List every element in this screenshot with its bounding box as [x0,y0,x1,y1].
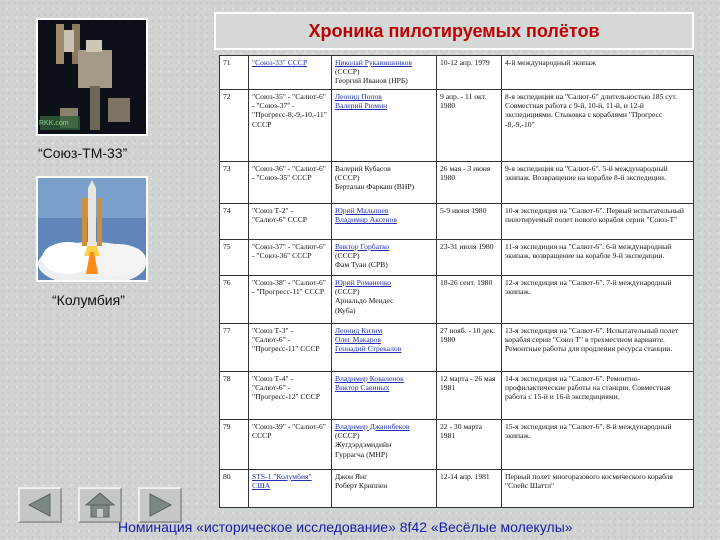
table-row [220,372,694,420]
home-icon [80,489,120,521]
flight-dates: 27 нояб. - 10 дек. 1980 [437,324,502,372]
table-row [220,470,694,508]
crew[interactable] [332,204,437,240]
crew-member: (Куба) [335,305,356,315]
flight-description: 11-я экспедиция на "Салют-6". 6-й международный экипаж, возвращение на корабле 9-й экспедиции. [502,240,694,276]
crew[interactable] [332,240,437,276]
flight-description: 12-я экспедиция на "Салют-6". 7-й международный экипаж. [502,276,694,324]
crew-member: Берталан Фаркаш (ВНР) [335,182,415,192]
crew-member: (СССР) [335,431,360,441]
flight-dates: 23-31 июля 1980 [437,240,502,276]
ship-name[interactable]: "Союз-33" СССР [249,56,332,90]
crew-member: Георгий Иванов (НРБ) [335,76,408,86]
flight-description: 10-я экспедиция на "Салют-6". Первый испытательный пилотируемый полет нового корабля серии "Союз-Т" [502,204,694,240]
table-row [220,162,694,204]
crew-member: (СССР) [335,67,360,77]
crew-member[interactable]: Николай Рукавишников [335,58,412,67]
home-button[interactable] [78,487,122,523]
ship-name: "Союз-35" - "Салют-6" - "Союз-37" - "Прогресс-8,-9,-10,-11" СССР [249,90,332,162]
crew-member: Арнальдо Мендес [335,296,394,306]
crew-member[interactable]: Юрий Романенко [335,278,392,287]
flight-description: 13-я экспедиция на "Салют-6". Испытательный полет корабля серии "Союз Т" в трехместном варианте. Ремонтные работы для продления ресурса станции. [502,324,694,372]
table-row [220,90,694,162]
crew-member[interactable]: Леонид Кизим [335,326,383,335]
crew[interactable] [332,372,437,420]
ship-name: "Союз Т-4" - "Салют-6" - "Прогресс-12" СССР [249,372,332,420]
flight-dates: 12 марта - 26 мая 1981 [437,372,502,420]
crew-member[interactable]: Олег Макаров [335,335,381,345]
crew-member[interactable]: Владимир Коваленок [335,374,404,383]
flight-description: 8-я экспедиция на "Салют-6" длительностью 185 сут. Совместная работа с 9-й, 10-й, 11-й, и 12-й экспедициями. Стыковка с кораблями "Прогресс -8,-9,-10" [502,90,694,162]
crew-member: Джон Янг [335,472,368,481]
crew[interactable] [332,276,437,324]
ship-name[interactable]: STS-1 "Колумбия" США [249,470,332,508]
flight-description: Первый полет многоразового космического корабля "Спейс Шаттл" [502,470,694,508]
ship-name: "Союз Т-3" - "Салют-6" - "Прогресс-11" СССР [249,324,332,372]
crew-member[interactable]: Леонид Попов [335,92,382,101]
flight-number: 79 [220,420,249,470]
crew[interactable] [332,90,437,162]
flight-dates: 18-26 сент. 1980 [437,276,502,324]
flight-dates: 5-9 июня 1980 [437,204,502,240]
flight-dates: 26 мая - 3 июня 1980 [437,162,502,204]
crew-member[interactable]: Валерий Рюмин [335,101,388,111]
flight-number: 73 [220,162,249,204]
table-row [220,240,694,276]
soyuz-caption: “Союз-ТМ-33” [38,145,128,161]
flight-number: 72 [220,90,249,162]
crew-member[interactable]: Геннадий Стрекалов [335,344,402,354]
prev-slide-button[interactable] [18,487,62,523]
table-row [220,276,694,324]
flight-number: 75 [220,240,249,276]
crew-member[interactable]: Виктор Савиных [335,383,390,393]
columbia-caption: “Колумбия” [52,292,125,308]
flight-chronicle-table [219,55,694,508]
crew-member[interactable]: Владимир Аксенов [335,215,397,225]
crew [332,162,437,204]
crew[interactable] [332,56,437,90]
flight-description: 4-й международный экипаж [502,56,694,90]
flight-description: 15-я экспедиция на "Салют-6". 8-й международный экипаж. [502,420,694,470]
crew-member: Фам Туан (СРВ) [335,260,388,270]
table-row [220,204,694,240]
page-title: Хроника пилотируемых полётов [214,12,694,50]
crew-member: Гуррагча (МНР) [335,449,388,459]
flight-dates: 12-14 апр. 1981 [437,470,502,508]
soyuz-watermark: RKK.com [39,120,69,127]
flight-number: 77 [220,324,249,372]
table-row [220,324,694,372]
flight-number: 76 [220,276,249,324]
triangle-left-icon [20,489,60,521]
flight-number: 78 [220,372,249,420]
crew-member[interactable]: Юрий Малышев [335,206,389,215]
crew-member: (СССР) [335,287,360,297]
crew[interactable] [332,324,437,372]
ship-name: "Союз-37" - "Салют-6" - "Союз-36" СССР [249,240,332,276]
crew-member: (СССР) [335,251,360,261]
next-slide-button[interactable] [138,487,182,523]
ship-name: "Союз-39" - "Салют-6" СССР [249,420,332,470]
soyuz-photo [36,18,148,136]
crew-member: Роберт Криппен [335,481,388,491]
footer-nomination: Номинация «историческое исследование» 8f42 «Весёлые молекулы» [118,519,573,535]
crew-member[interactable]: Владимир Джанибеков [335,422,410,431]
flight-number: 71 [220,56,249,90]
crew-member: Валерий Кубасов [335,164,391,173]
crew [332,470,437,508]
crew[interactable] [332,420,437,470]
flight-dates: 22 - 30 марта 1981 [437,420,502,470]
flight-dates: 10-12 апр. 1979 [437,56,502,90]
flight-description: 9-я экспедиция на "Салют-6". 5-й международный экипаж. Возвращение на корабле 8-й экспедиции. [502,162,694,204]
table-row [220,420,694,470]
table-row [220,56,694,90]
crew-member: Жугдэрдэмидийн [335,440,392,450]
ship-name: "Союз Т-2" - "Салют-6" СССР [249,204,332,240]
ship-name: "Союз-38" - "Салют-6" - "Прогресс-11" СССР [249,276,332,324]
flight-number: 80 [220,470,249,508]
columbia-photo [36,176,148,282]
flight-description: 14-я экспедиция на "Салют-6". Ремонтно-профилактические работы на станции. Совместная работа с 15-й и 16-й экспедициями. [502,372,694,420]
ship-name: "Союз-36" - "Салют-6" - "Союз-35" СССР [249,162,332,204]
crew-member: (СССР) [335,173,360,183]
flight-dates: 9 апр. - 11 окт. 1980 [437,90,502,162]
flight-number: 74 [220,204,249,240]
crew-member[interactable]: Виктор Горбатко [335,242,390,251]
triangle-right-icon [140,489,180,521]
